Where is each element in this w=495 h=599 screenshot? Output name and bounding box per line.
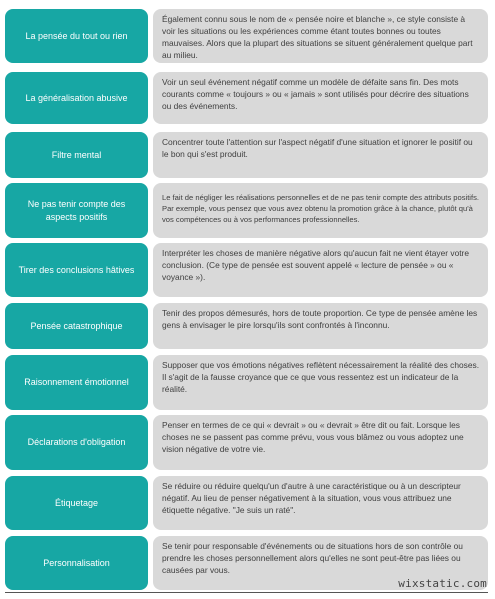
list-item <box>5 355 488 410</box>
description-cell: Se réduire ou réduire quelqu'un d'autre à une caractéristique ou à un descripteur négatif. Au lieu de penser négativement à la situation, vous vous attribuez une étiquette négative. "Je suis un raté". <box>153 476 488 530</box>
watermark: wixstatic.com <box>398 577 487 590</box>
description-cell: Se tenir pour responsable d'événements ou de situations hors de son contrôle ou prendre les choses personnellement alors qu'elles ne sont peut-être pas liées ou causées par vous. <box>153 536 488 590</box>
term-cell: Personnalisation <box>5 536 148 590</box>
term-cell: La généralisation abusive <box>5 72 148 124</box>
term-cell: Déclarations d'obligation <box>5 415 148 470</box>
list-item <box>5 132 488 178</box>
list-item <box>5 72 488 124</box>
description-cell: Concentrer toute l'attention sur l'aspect négatif d'une situation et ignorer le positif ou le bon qui s'est produit. <box>153 132 488 178</box>
footer-divider <box>5 592 488 593</box>
description-cell: Également connu sous le nom de « pensée noire et blanche », ce style consiste à voir les situations ou les expériences comme étant toutes bonnes ou toutes mauvaises. Alors que la plupart des situations se situent généralement quelque part au milieu. <box>153 9 488 63</box>
description-cell: Tenir des propos démesurés, hors de toute proportion. Ce type de pensée amène les gens à envisager le pire lorsqu'ils sont confrontés à l'inconnu. <box>153 303 488 349</box>
term-cell: Ne pas tenir compte des aspects positifs <box>5 183 148 238</box>
description-cell: Le fait de négliger les réalisations personnelles et de ne pas tenir compte des attributs positifs. Par exemple, vous pensez que vous avez obtenu la promotion grâce à la chance, plutôt qu'à vos compétences ou à vos performances professionnelles. <box>153 183 488 238</box>
list-item <box>5 303 488 349</box>
description-cell: Supposer que vos émotions négatives reflètent nécessairement la réalité des choses. Il s'agit de la fausse croyance que ce que vous ressentez est un indicateur de la réalité. <box>153 355 488 410</box>
list-item <box>5 183 488 238</box>
list-item <box>5 476 488 530</box>
term-cell: Étiquetage <box>5 476 148 530</box>
term-cell: Pensée catastrophique <box>5 303 148 349</box>
list-item <box>5 415 488 470</box>
term-cell: Raisonnement émotionnel <box>5 355 148 410</box>
description-cell: Interpréter les choses de manière négative alors qu'aucun fait ne vient étayer votre conclusion. (Ce type de pensée est souvent appelé « lecture de pensée » ou « voyance »). <box>153 243 488 297</box>
list-item <box>5 243 488 297</box>
term-cell: Filtre mental <box>5 132 148 178</box>
list-item <box>5 9 488 63</box>
term-cell: La pensée du tout ou rien <box>5 9 148 63</box>
term-cell: Tirer des conclusions hâtives <box>5 243 148 297</box>
description-cell: Voir un seul événement négatif comme un modèle de défaite sans fin. Des mots courants comme « toujours » ou « jamais » sont utilisés pour décrire des situations ou des événements. <box>153 72 488 124</box>
description-cell: Penser en termes de ce qui « devrait » ou « devrait » être dit ou fait. Lorsque les choses ne se passent pas comme prévu, vous vous blâmez ou vous adoptez une vision négative de votre vie. <box>153 415 488 470</box>
